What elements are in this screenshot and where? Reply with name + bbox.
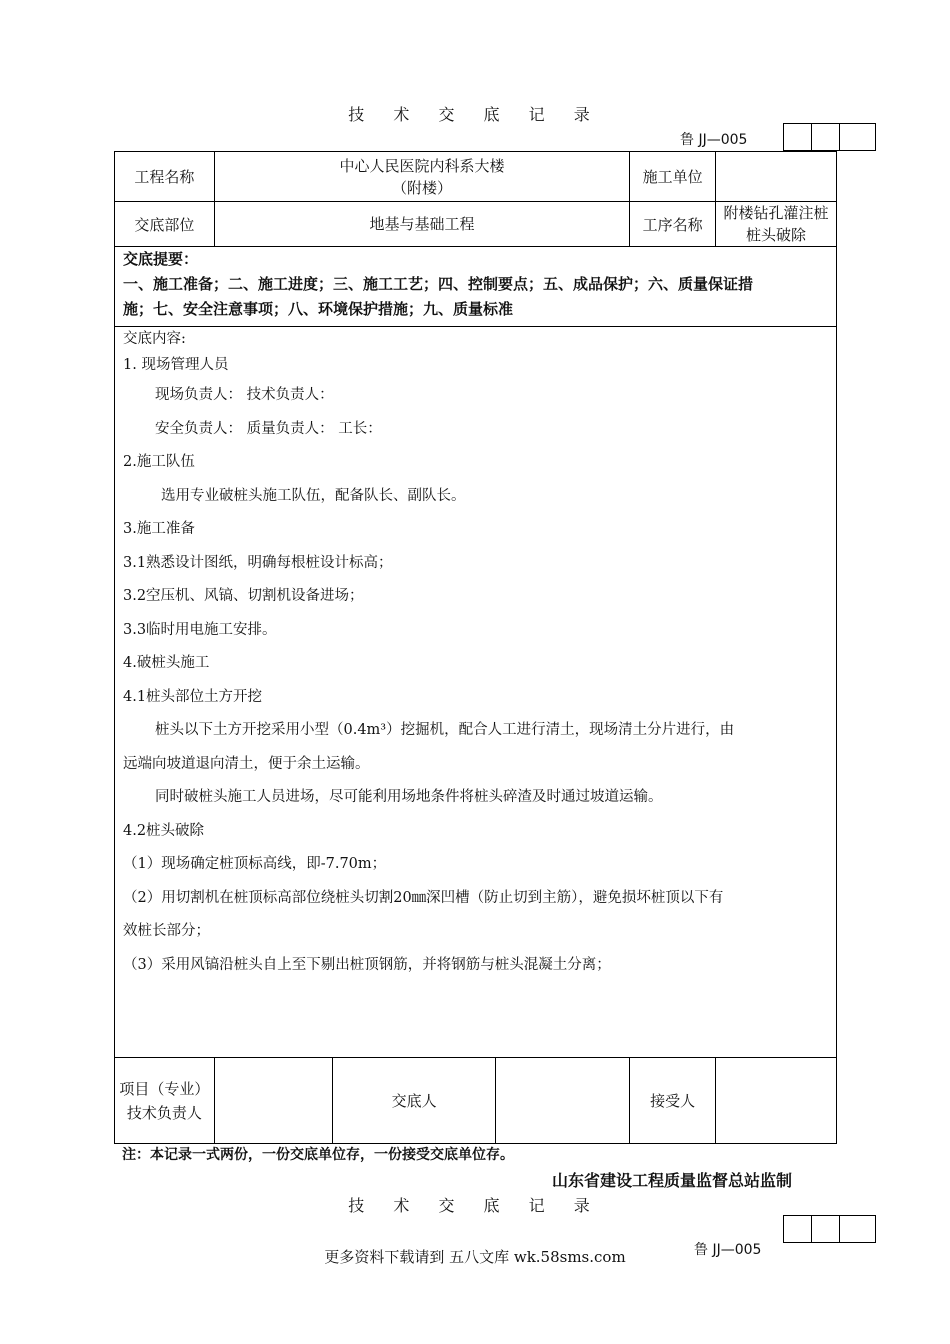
contractor-value <box>716 152 837 202</box>
project-name-value <box>214 152 629 202</box>
project-name-line2: （附楼） <box>392 178 453 197</box>
presenter-signature[interactable] <box>496 1058 630 1144</box>
section-4-2-item-2a: （2）用切割机在桩顶标高部位绕桩头切割20㎜深凹槽（防止切到主筋），避免损坏桩顶以下有 <box>123 889 724 906</box>
repeat-form-code: 鲁 JJ—005 <box>694 1242 762 1258</box>
receiver-signature[interactable] <box>716 1058 837 1144</box>
process-value: 附楼钻孔灌注桩桩头破除 <box>716 202 837 247</box>
summary-label: 交底提要： <box>123 250 199 268</box>
presenter-label: 交底人 <box>332 1058 496 1144</box>
section-3-heading: 3.施工准备 <box>123 521 195 537</box>
section-2-line-a: 选用专业破桩头施工队伍，配备队长、副队长。 <box>161 487 466 504</box>
tech-lead-signature[interactable] <box>214 1058 332 1144</box>
part-label: 交底部位 <box>115 202 215 247</box>
code-box <box>840 124 875 150</box>
code-box <box>784 124 812 150</box>
code-boxes <box>783 123 876 151</box>
footnote: 注：本记录一式两份，一份交底单位存，一份接受交底单位存。 <box>122 1147 514 1163</box>
section-3-1: 3.1熟悉设计图纸，明确每根桩设计标高； <box>123 554 393 571</box>
issuing-org: 山东省建设工程质量监督总站监制 <box>552 1171 793 1190</box>
content-label: 交底内容: <box>123 331 186 347</box>
tech-lead-label <box>115 1058 215 1144</box>
page-title: 技 术 交 底 记 录 <box>348 105 602 124</box>
summary-section <box>115 247 837 327</box>
content-section <box>115 327 837 1058</box>
section-3-2: 3.2空压机、风镐、切割机设备进场； <box>123 588 364 604</box>
section-2-heading: 2.施工队伍 <box>123 454 195 470</box>
part-value: 地基与基础工程 <box>214 202 629 247</box>
form-code: 鲁 JJ—005 <box>680 132 748 148</box>
section-4-2-item-1: （1）现场确定桩顶标高线，即-7.70m； <box>123 856 387 872</box>
code-box <box>840 1216 875 1242</box>
download-link[interactable]: 更多资料下载请到 五八文库 wk.58sms.com <box>324 1248 626 1266</box>
section-3-3: 3.3临时用电施工安排。 <box>123 621 277 638</box>
section-4-1: 4.1桩头部位土方开挖 <box>123 688 263 705</box>
project-name-line1: 中心人民医院内科系大楼 <box>339 156 505 175</box>
code-box <box>812 124 840 150</box>
section-4-1-para-a: 桩头以下土方开挖采用小型（0.4m³）挖掘机，配合人工进行清土，现场清土分片进行，由 <box>155 722 735 738</box>
project-name-label: 工程名称 <box>115 152 215 202</box>
section-4-2: 4.2桩头破除 <box>123 822 205 839</box>
section-4-1-para-c: 同时破桩头施工人员进场，尽可能利用场地条件将桩头碎渣及时通过坡道运输。 <box>155 789 663 805</box>
section-1-heading: 1. 现场管理人员 <box>123 357 229 373</box>
process-label: 工序名称 <box>630 202 716 247</box>
repeat-code-boxes <box>783 1215 876 1243</box>
section-1-line-a: 现场负责人： 技术负责人： <box>155 387 334 403</box>
tech-lead-label-line1: 项目（专业） <box>119 1079 210 1098</box>
record-table <box>114 151 837 1144</box>
summary-line1: 一、施工准备；二、施工进度；三、施工工艺；四、控制要点；五、成品保护；六、质量保证措 <box>123 275 754 293</box>
repeat-page-title: 技 术 交 底 记 录 <box>348 1196 602 1215</box>
section-4-2-item-3: （3）采用风镐沿桩头自上至下剔出桩顶钢筋，并将钢筋与桩头混凝土分离； <box>123 956 611 973</box>
code-box <box>784 1216 812 1242</box>
contractor-label: 施工单位 <box>630 152 716 202</box>
code-box <box>812 1216 840 1242</box>
section-1-line-b: 安全负责人： 质量负责人： 工长： <box>155 420 382 437</box>
receiver-label: 接受人 <box>630 1058 716 1144</box>
tech-lead-label-line2: 技术负责人 <box>126 1103 202 1122</box>
section-4-2-item-2b: 效桩长部分； <box>123 923 210 939</box>
section-4-1-para-b: 远端向坡道退向清土，便于余土运输。 <box>123 755 370 772</box>
summary-line2: 施；七、安全注意事项；八、环境保护措施；九、质量标准 <box>123 300 514 318</box>
section-4-heading: 4.破桩头施工 <box>123 655 210 671</box>
